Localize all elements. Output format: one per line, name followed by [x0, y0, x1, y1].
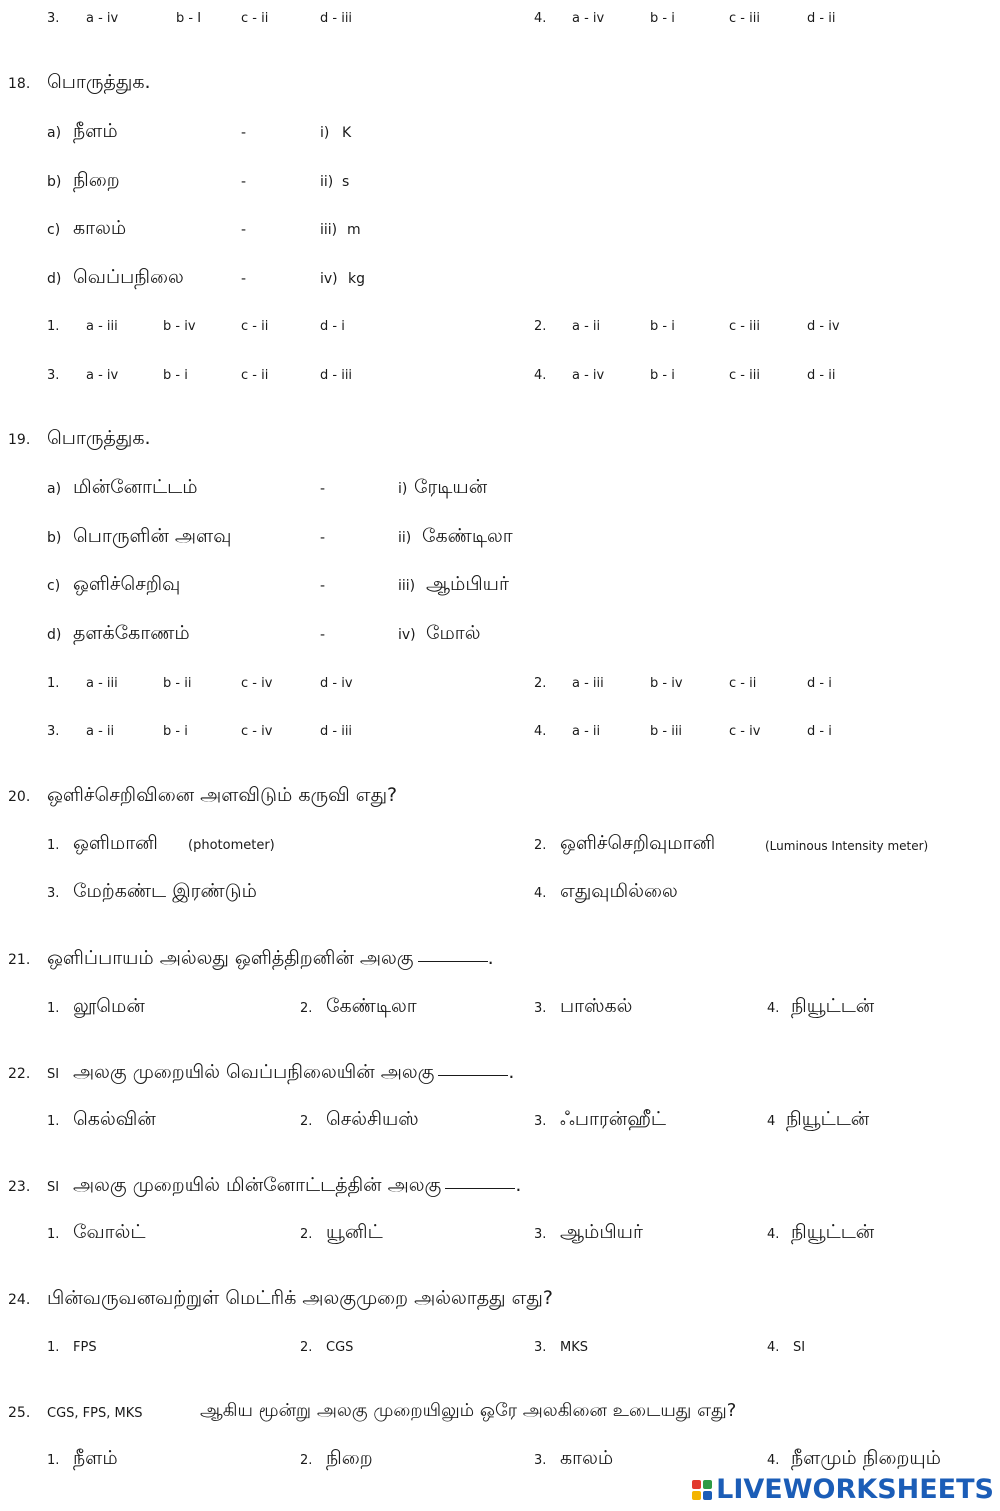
logo-square-green: [703, 1480, 712, 1489]
brand-name: LIVEWORKSHEETS: [716, 1474, 994, 1505]
si-label: SI: [47, 1180, 60, 1195]
liveworksheets-logo-icon: [692, 1480, 712, 1500]
logo-square-red: [692, 1480, 701, 1489]
answer-blank[interactable]: [438, 1074, 508, 1076]
question-prompt: பொருத்துக.: [47, 427, 151, 449]
logo-square-yellow: [692, 1491, 701, 1500]
answer-blank[interactable]: [445, 1187, 515, 1189]
question-prompt: பின்வருவனவற்றுள் மெட்ரிக் அலகுமுறை அல்லாதது எது?: [47, 1287, 553, 1309]
question-number: 24.: [8, 1292, 31, 1308]
question-prompt: ஒளிச்செறிவினை அளவிடும் கருவி எது?: [47, 784, 398, 806]
si-label: SI: [47, 1067, 60, 1082]
question-prompt: அலகு முறையில் வெப்பநிலையின் அலகு .: [73, 1061, 515, 1083]
question-number: 18.: [8, 76, 31, 92]
systems-label: CGS, FPS, MKS: [47, 1406, 143, 1421]
question-prompt: ஒளிப்பாயம் அல்லது ஒளித்திறனின் அலகு .: [47, 947, 494, 969]
question-number: 23.: [8, 1179, 31, 1195]
question-prompt: ஆகிய மூன்று அலகு முறையிலும் ஒரே அலகினை உடையது எது?: [200, 1400, 737, 1421]
logo-square-blue: [703, 1491, 712, 1500]
liveworksheets-logo[interactable]: [692, 1474, 994, 1505]
question-number: 21.: [8, 952, 31, 968]
question-number: 20.: [8, 789, 31, 805]
question-number: 22.: [8, 1066, 31, 1082]
answer-blank[interactable]: [418, 960, 488, 962]
question-prompt: அலகு முறையில் மின்னோட்டத்தின் அலகு .: [73, 1174, 522, 1196]
question-number: 25.: [8, 1405, 31, 1421]
question-prompt: பொருத்துக.: [47, 71, 151, 93]
question-number: 19.: [8, 432, 31, 448]
